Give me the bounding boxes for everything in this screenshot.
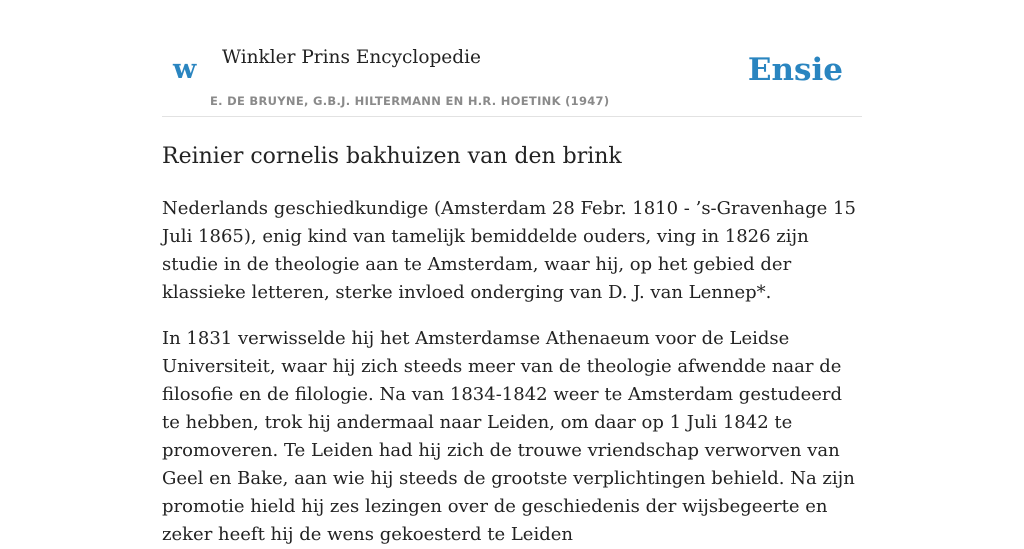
site-header — [162, 0, 862, 117]
publication-authors: E. DE BRUYNE, G.B.J. HILTERMANN EN H.R. HOETINK (1947) — [210, 94, 610, 108]
article-paragraph: In 1831 verwisselde hij het Amsterdamse Athenaeum voor de Leidse Universiteit, waar hij zich steeds meer van de theologie afwendde naar de filosofie en de filologie. Na van 1834-1842 weer te Amsterdam gestudeerd te hebben, trok hij andermaal naar Leiden, om daar op 1 Juli 1842 te promoveren. Te Leiden had hij zich de trouwe vriendschap verworven van Geel en Bake, aan wie hij steeds de grootste verplichtingen behield. Na zijn promotie hield hij zes lezingen over de geschiedenis der wijsbegeerte en zeker heeft hij de wens gekoesterd te Leiden — [162, 328, 855, 545]
article-title: Reinier cornelis bakhuizen van den brink — [162, 144, 622, 169]
article-paragraph: Nederlands geschiedkundige (Amsterdam 28 Febr. 1810 - ’s-Gravenhage 15 Juli 1865), enig kind van tamelijk bemiddelde ouders, ving in 1826 zijn studie in de theologie aan te Amsterdam, waar hij, op het gebied der klassieke letteren, sterke invloed onderging van D. J. van Lennep*. — [162, 198, 856, 303]
article-body — [162, 195, 862, 549]
publication-logo[interactable]: w — [173, 54, 197, 85]
publication-title[interactable]: Winkler Prins Encyclopedie — [222, 47, 481, 68]
ensie-brand-logo[interactable]: Ensie — [747, 52, 843, 88]
content-container — [162, 0, 862, 549]
